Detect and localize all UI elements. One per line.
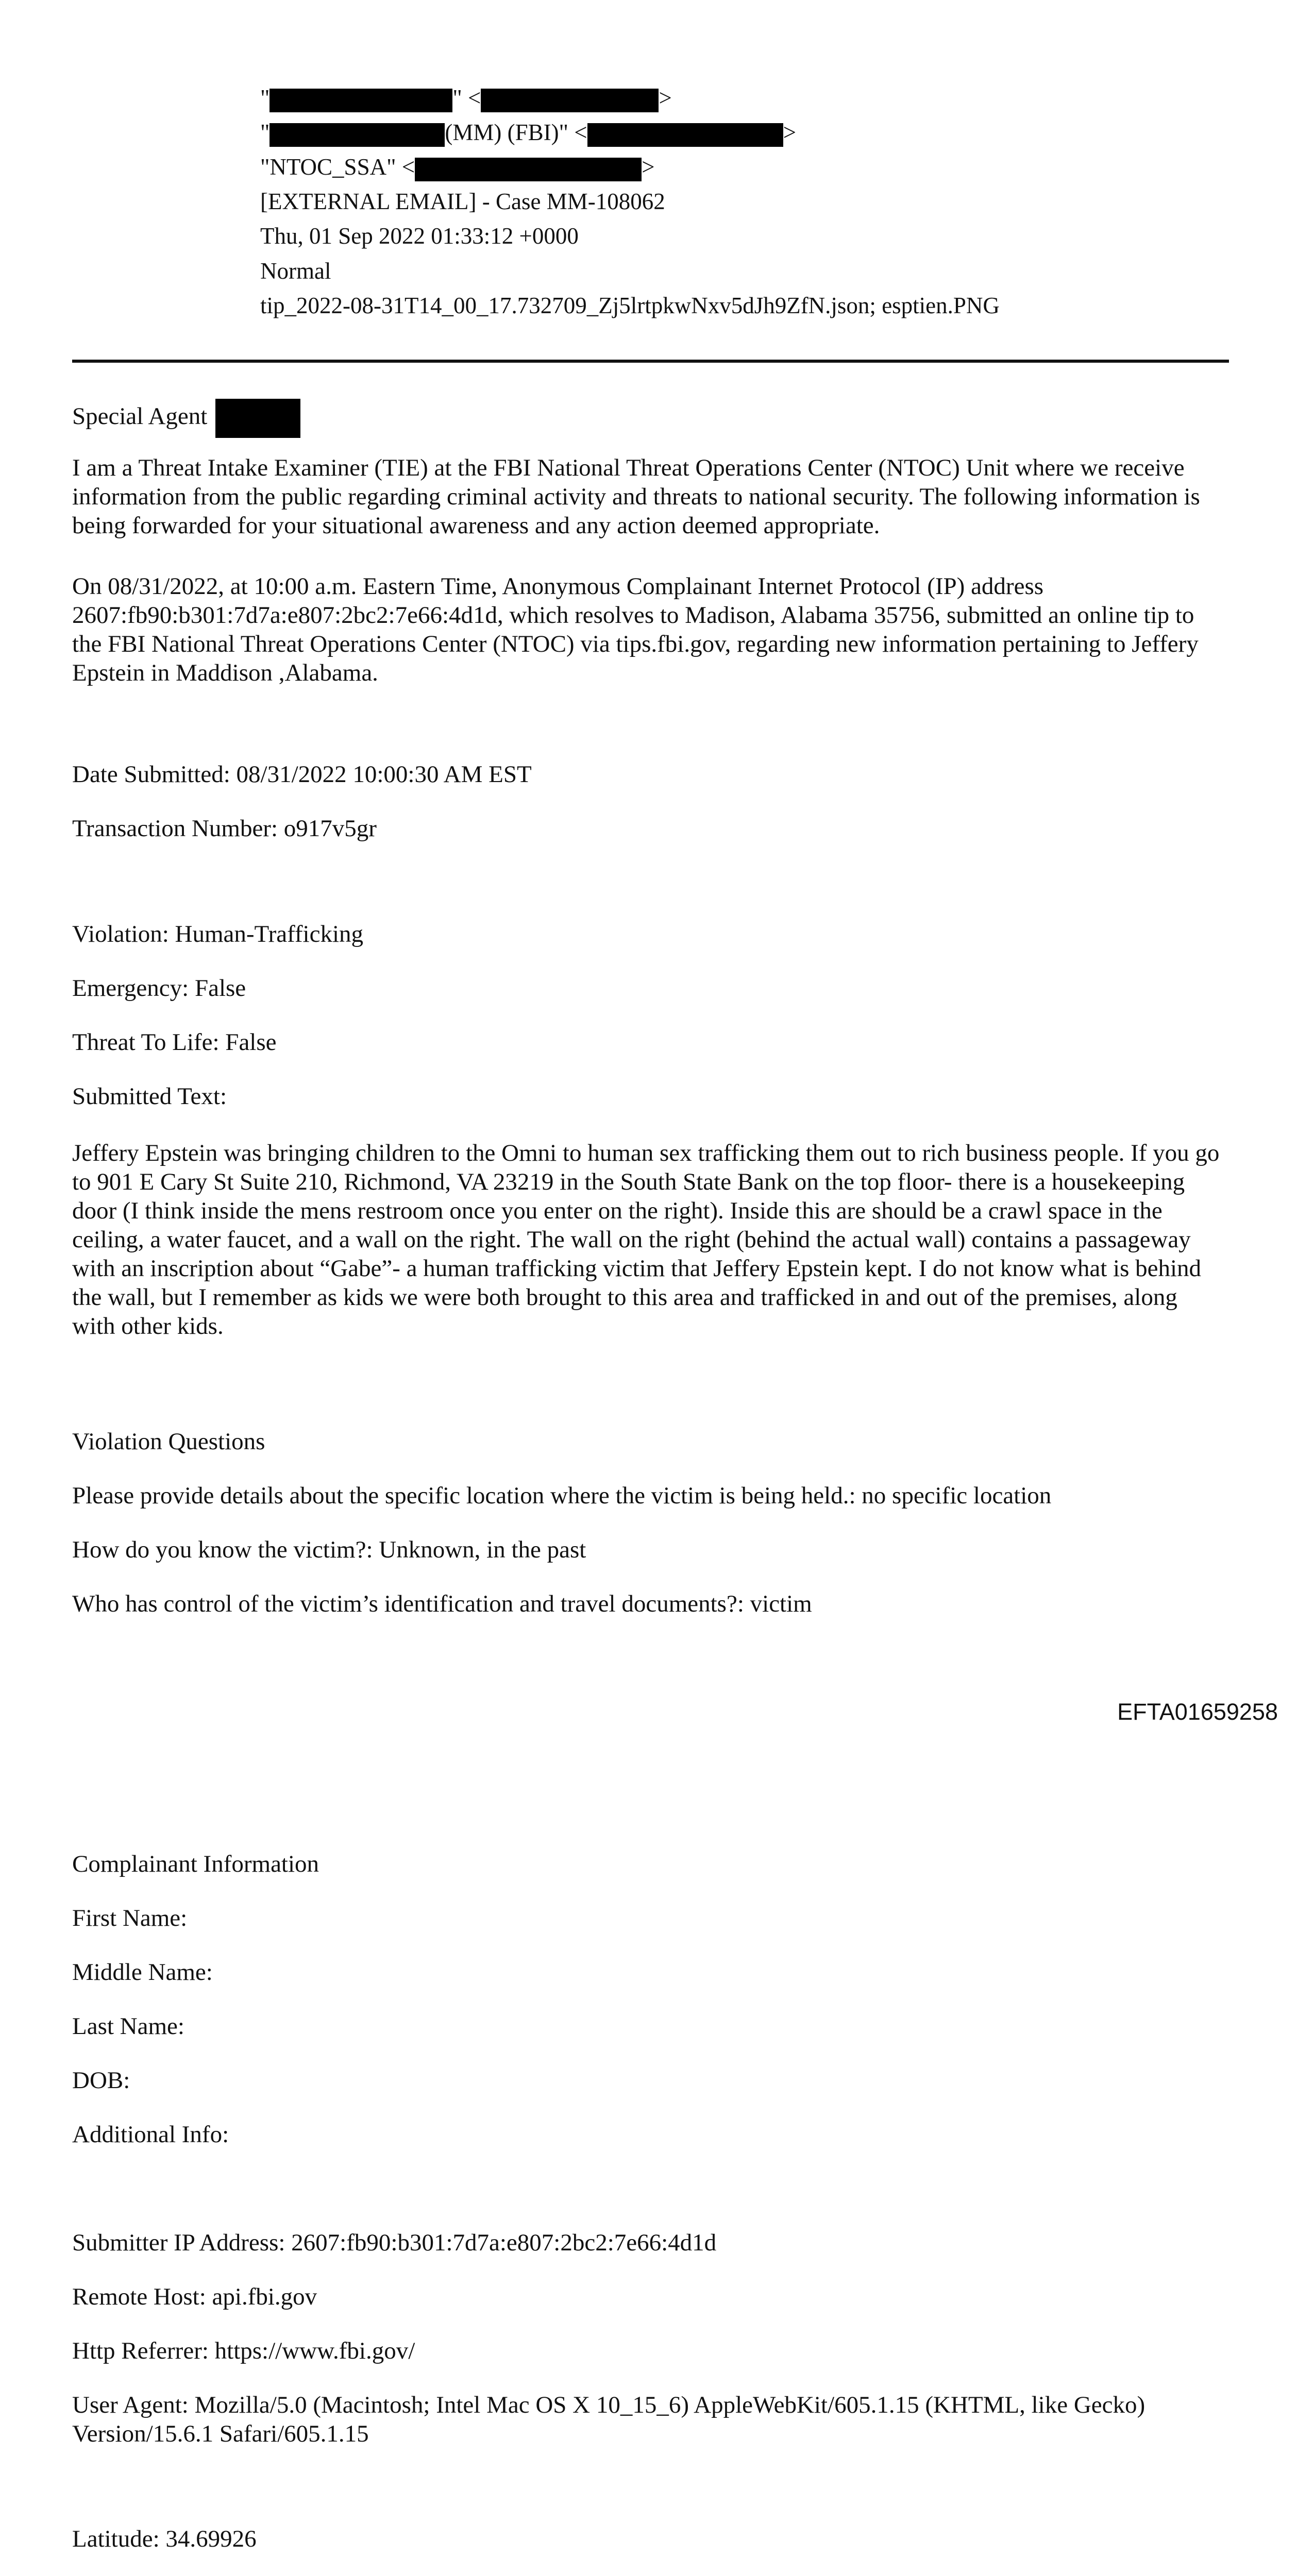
from-quote-open: "	[260, 85, 270, 111]
violation: Violation: Human-Trafficking	[72, 921, 364, 947]
user-agent: User Agent: Mozilla/5.0 (Macintosh; Intel Mac OS X 10_15_6) AppleWebKit/605.1.15 (KHTML, like Gecko) Version/15.6.1 Safari/605.1.15	[72, 2392, 1145, 2447]
violation-question-2: How do you know the victim?: Unknown, in the past	[72, 1536, 586, 1563]
dob: DOB:	[72, 2067, 130, 2094]
submitter-ip: Submitter IP Address: 2607:fb90:b301:7d7a:e807:2bc2:7e66:4d1d	[72, 2229, 717, 2256]
violation-question-3: Who has control of the victim’s identification and travel documents?: victim	[72, 1590, 812, 1617]
redaction-box	[269, 89, 452, 112]
emergency: Emergency: False	[72, 975, 246, 1002]
to-display-name: (MM) (FBI)" <	[445, 120, 587, 145]
to-quote-open: "	[260, 120, 270, 145]
middle-name: Middle Name:	[72, 1959, 213, 1986]
http-referrer: Http Referrer: https://www.fbi.gov/	[72, 2337, 415, 2364]
threat-to-life: Threat To Life: False	[72, 1029, 277, 1056]
to-close: >	[783, 120, 797, 145]
redaction-box	[481, 89, 659, 112]
date-submitted: Date Submitted: 08/31/2022 10:00:30 AM EST	[72, 761, 532, 788]
latitude: Latitude: 34.69926	[72, 2526, 257, 2552]
submitted-text: Jeffery Epstein was bringing children to the Omni to human sex trafficking them out to rich business people. If you go to 901 E Cary St Suite 210, Richmond, VA 23219 in the South State Bank on the top floor- there is a housekeeping door (I think inside the mens restroom once you enter on the right). Inside this are should be a crawl space in the ceiling, a water faucet, and a wall on the right. The wall on the right (behind the actual wall) contains a passageway with an inscription about “Gabe”- a human trafficking victim that Jeffery Epstein kept. I do not know what is behind the wall, but I remember as kids we were both brought to this area and trafficked in and out of the premises, along with other kids.	[72, 1140, 1220, 1340]
summary-paragraph: On 08/31/2022, at 10:00 a.m. Eastern Time, Anonymous Complainant Internet Protocol (IP) address 2607:fb90:b301:7d7a:e807:2bc2:7e66:4d1d, which resolves to Madison, Alabama 35756, submitted an online tip to the FBI National Threat Operations Center (NTOC) via tips.fbi.gov, regarding new information pertaining to Jeffery Epstein in Maddison ,Alabama.	[72, 573, 1199, 686]
attachments-value: tip_2022-08-31T14_00_17.732709_Zj5lrtpkwNxv5dJh9ZfN.json; esptien.PNG	[260, 293, 1000, 318]
redaction-box	[215, 399, 300, 438]
intro-paragraph: I am a Threat Intake Examiner (TIE) at the FBI National Threat Operations Center (NTOC) Unit where we receive information from the public regarding criminal activity and threats to national security. The following information is being forwarded for your situational awareness and any action deemed appropriate.	[72, 454, 1200, 539]
redaction-box	[415, 158, 642, 181]
last-name: Last Name:	[72, 2013, 184, 2040]
submitted-text-label: Submitted Text:	[72, 1083, 227, 1110]
subject-value: [EXTERNAL EMAIL] - Case MM-108062	[260, 189, 665, 214]
page-id-1: EFTA01659258	[1117, 1699, 1278, 1725]
violation-question-1: Please provide details about the specific location where the victim is being held.: no specific location	[72, 1482, 1052, 1509]
complainant-info-label: Complainant Information	[72, 1851, 319, 1877]
redaction-box	[269, 123, 445, 147]
cc-value	[260, 151, 655, 182]
cc-close: >	[642, 154, 655, 180]
importance-value: Normal	[260, 258, 331, 284]
greeting	[72, 397, 300, 438]
to-value	[260, 117, 796, 148]
transaction-number: Transaction Number: o917v5gr	[72, 815, 377, 842]
from-value	[260, 82, 672, 113]
additional-info: Additional Info:	[72, 2121, 229, 2148]
cc-text: "NTOC_SSA" <	[260, 154, 415, 180]
remote-host: Remote Host: api.fbi.gov	[72, 2283, 317, 2310]
greeting-text: Special Agent	[72, 403, 208, 430]
redaction-box	[587, 123, 783, 147]
first-name: First Name:	[72, 1905, 188, 1931]
header-divider	[72, 360, 1229, 363]
date-value: Thu, 01 Sep 2022 01:33:12 +0000	[260, 223, 579, 249]
from-quote-mid: " <	[452, 85, 481, 111]
from-close: >	[659, 85, 672, 111]
violation-questions-label: Violation Questions	[72, 1428, 265, 1455]
